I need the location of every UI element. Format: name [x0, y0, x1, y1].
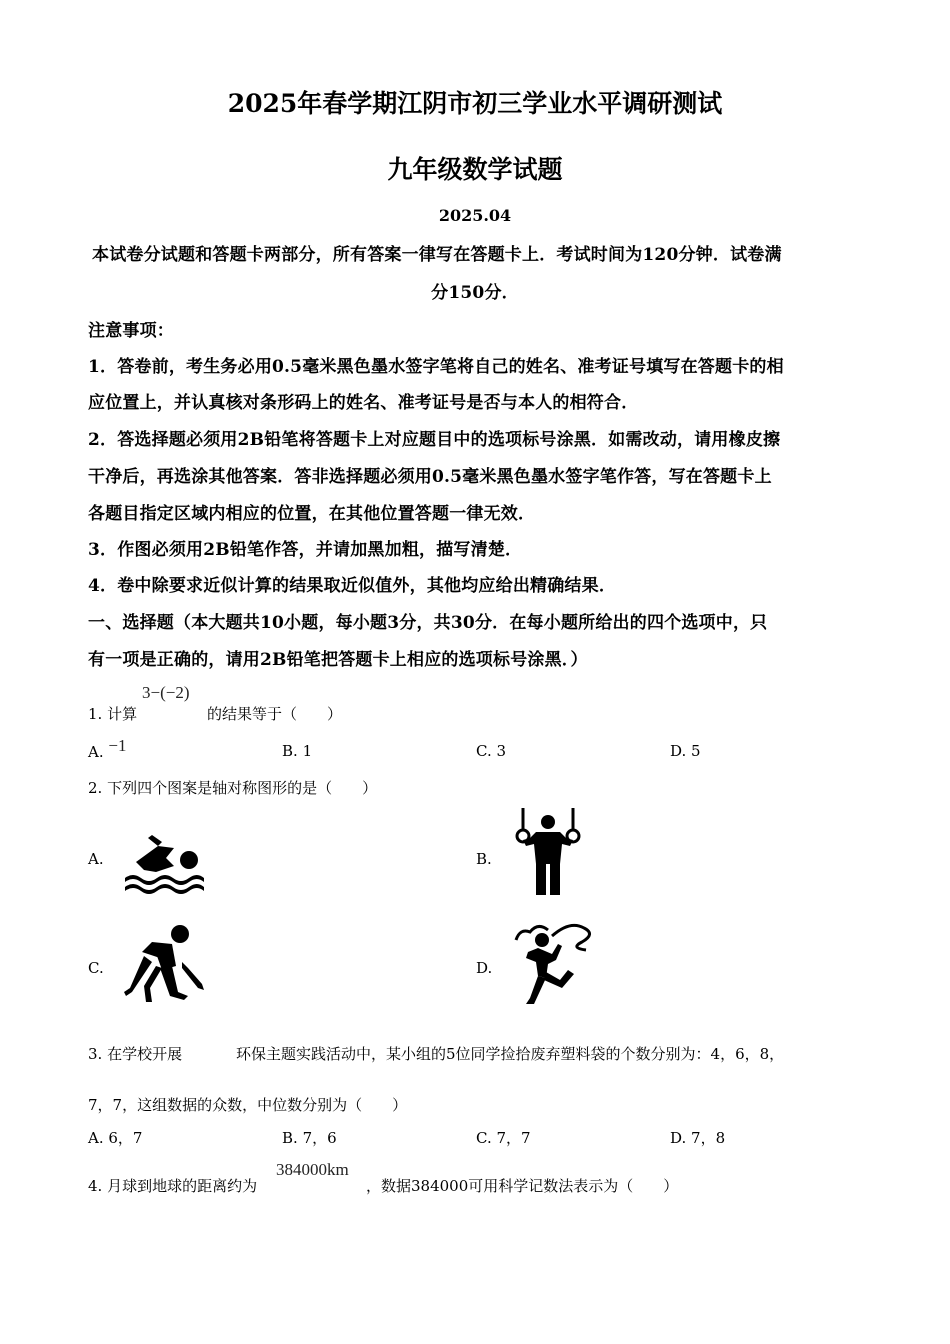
q3-option-c-label: C.	[476, 1129, 492, 1147]
q1-option-d[interactable]	[670, 742, 701, 760]
section-1-line-1: 一、选择题（本大题共10小题，每小题3分，共30分．在每小题所给出的四个选项中，只	[88, 613, 768, 633]
intro-line-1: 本试卷分试题和答题卡两部分，所有答案一律写在答题卡上．考试时间为120分钟．试卷满	[92, 245, 782, 265]
gymnast-rings-icon[interactable]	[512, 808, 584, 898]
q1-option-d-label: D.	[670, 742, 687, 760]
q4-expression: 384000km	[276, 1160, 349, 1179]
q4-prefix: 4. 月球到地球的距离约为	[88, 1177, 258, 1195]
note-2-line-1: 2．答选择题必须用2B铅笔将答题卡上对应题目中的选项标号涂黑．如需改动，请用橡皮擦	[88, 430, 781, 450]
q3-option-a-label: A.	[88, 1129, 104, 1147]
note-1-line-1: 1．答卷前，考生务必用0.5毫米黑色墨水签字笔将自己的姓名、准考证号填写在答题卡的相	[88, 357, 784, 377]
q3-option-d-value: 7，8	[691, 1129, 726, 1147]
q3-option-c-value: 7，7	[496, 1129, 531, 1147]
note-2-line-3: 各题目指定区域内相应的位置，在其他位置答题一律无效．	[88, 504, 536, 524]
q1-option-c[interactable]	[476, 742, 506, 760]
exam-date: 2025.04	[438, 206, 512, 225]
hockey-player-icon[interactable]	[122, 922, 206, 1006]
intro-line-2: 分150分．	[431, 283, 519, 303]
q1-option-c-value: 3	[496, 742, 507, 760]
q3-option-b[interactable]	[282, 1127, 337, 1148]
exam-subtitle: 九年级数学试题	[387, 155, 563, 184]
q3-option-d[interactable]	[670, 1127, 725, 1148]
q3-option-a[interactable]	[88, 1127, 142, 1148]
q3-option-d-label: D.	[670, 1129, 687, 1147]
q3-option-b-value: 7，6	[302, 1129, 337, 1147]
q2-option-b-label[interactable]: B.	[476, 850, 492, 868]
q1-option-b-value: 1	[302, 742, 313, 760]
q3-stem-part-1: 3. 在学校开展	[88, 1045, 183, 1063]
q1-option-a-value: −1	[108, 736, 127, 755]
ribbon-gymnast-icon[interactable]	[512, 918, 600, 1008]
q1-option-b[interactable]	[282, 742, 312, 760]
section-1-line-2: 有一项是正确的，请用2B铅笔把答题卡上相应的选项标号涂黑．）	[88, 650, 588, 670]
note-1-line-2: 应位置上，并认真核对条形码上的姓名、准考证号是否与本人的相符合．	[88, 393, 639, 413]
note-4: 4．卷中除要求近似计算的结果取近似值外，其他均应给出精确结果．	[88, 576, 617, 596]
q3-stem-line-2: 7，7，这组数据的众数，中位数分别为（ ）	[88, 1096, 408, 1114]
q1-prefix: 1. 计算	[88, 705, 138, 723]
q1-option-c-label: C.	[476, 742, 492, 760]
q3-option-b-label: B.	[282, 1129, 298, 1147]
q1-option-a[interactable]	[88, 736, 127, 762]
q1-option-b-label: B.	[282, 742, 298, 760]
q1-option-a-label: A.	[88, 743, 104, 761]
note-3: 3．作图必须用2B铅笔作答，并请加黑加粗，描写清楚．	[88, 540, 523, 560]
q3-option-c[interactable]	[476, 1127, 531, 1148]
q1-expression: 3−(−2)	[142, 683, 190, 702]
note-2-line-2: 干净后，再选涂其他答案．答非选择题必须用0.5毫米黑色墨水签字笔作答，写在答题卡上	[88, 467, 772, 487]
q2-option-d-label[interactable]: D.	[476, 959, 493, 977]
q2-option-a-label[interactable]: A.	[88, 850, 104, 868]
q2-stem: 2. 下列四个图案是轴对称图形的是（ ）	[88, 779, 378, 797]
q1-option-d-value: 5	[691, 742, 701, 760]
q1-suffix: 的结果等于（ ）	[207, 705, 343, 723]
q3-option-a-value: 6，7	[108, 1129, 143, 1147]
q4-suffix: ，数据384000可用科学记数法表示为（ ）	[366, 1177, 679, 1195]
notes-heading: 注意事项：	[88, 321, 174, 341]
q2-option-c-label[interactable]: C.	[88, 959, 104, 977]
exam-title: 2025年春学期江阴市初三学业水平调研测试	[227, 89, 723, 118]
swimmer-icon[interactable]	[122, 832, 206, 894]
q3-stem-part-2: 环保主题实践活动中，某小组的5位同学捡拾废弃塑料袋的个数分别为：4，6，8，	[236, 1045, 785, 1063]
